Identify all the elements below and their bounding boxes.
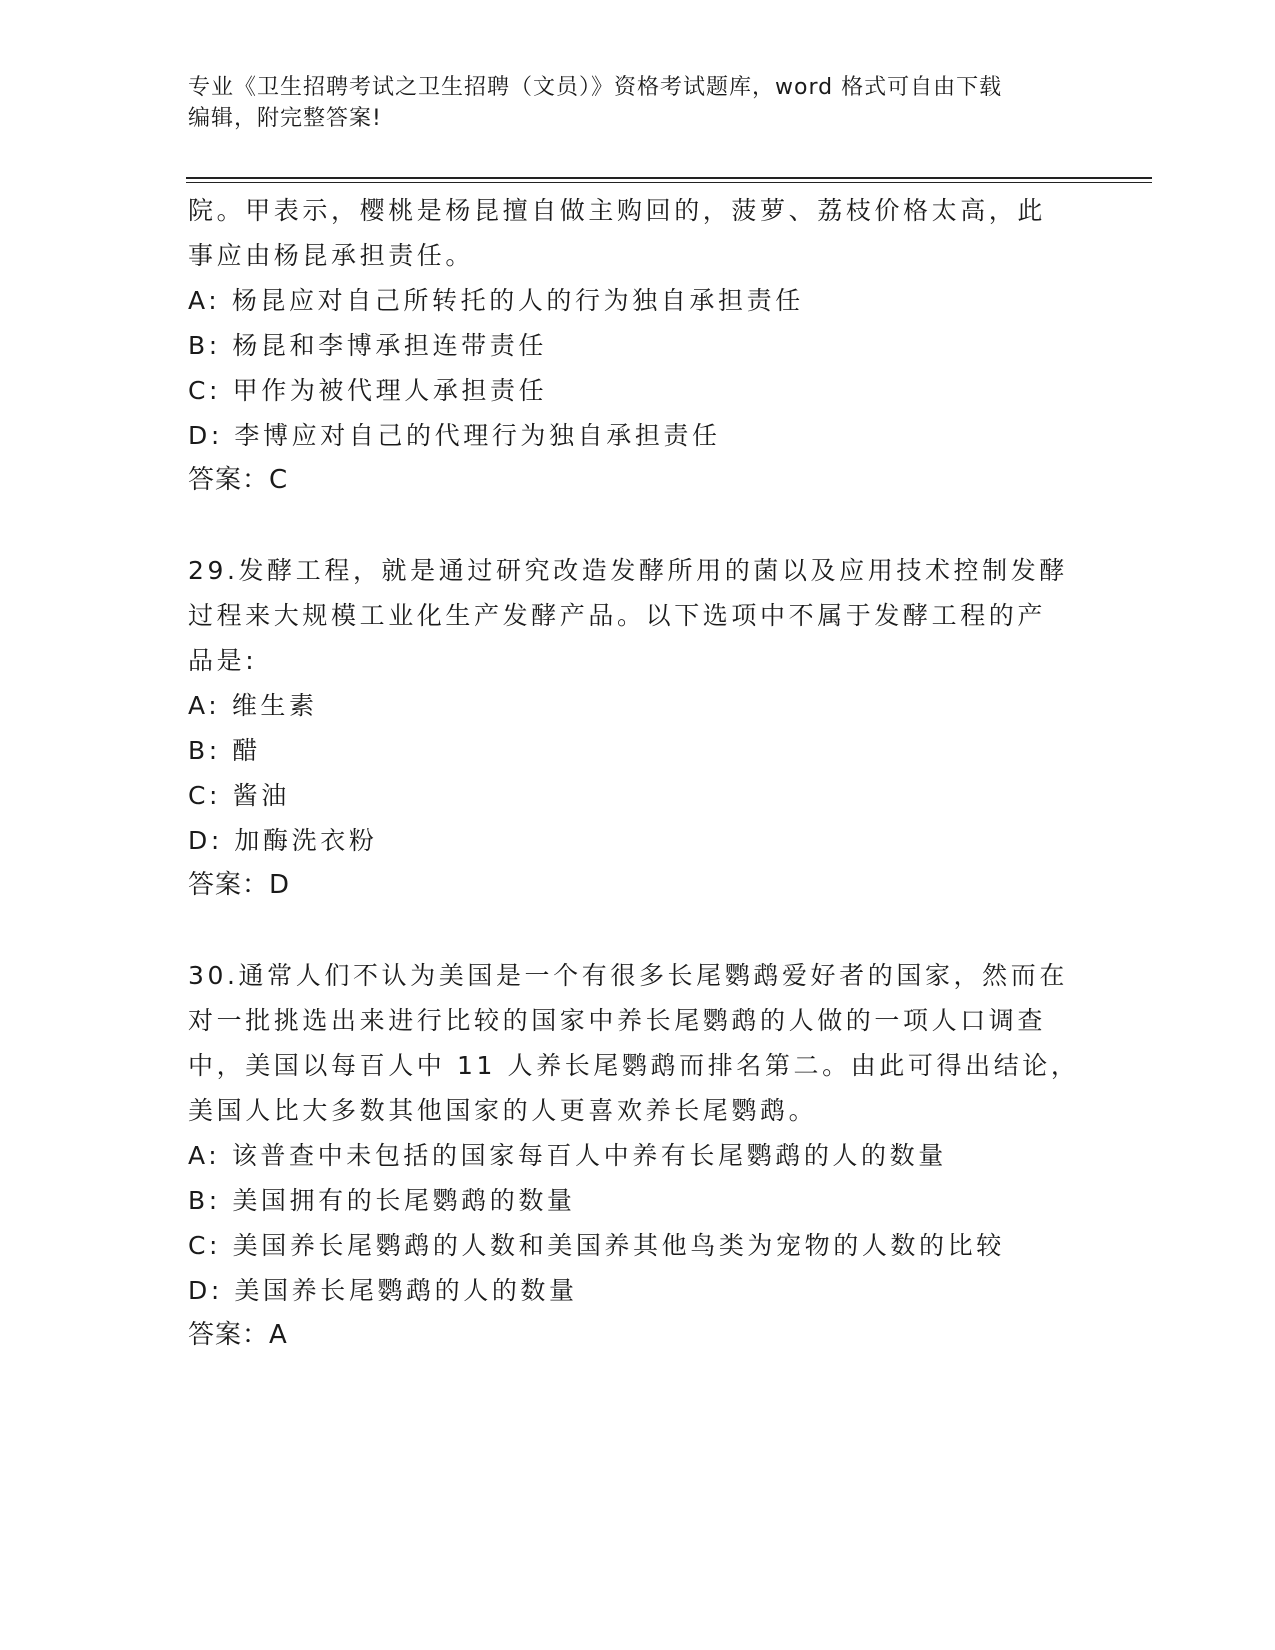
option-c: C: 甲作为被代理人承担责任 (188, 376, 548, 405)
spacer (188, 908, 1088, 953)
header-title-line-1: 专业《卫生招聘考试之卫生招聘（文员）》资格考试题库，word 格式可自由下载 (188, 75, 1003, 100)
question-29 (188, 548, 1088, 908)
option-b: B: 杨昆和李博承担连带责任 (188, 331, 547, 360)
question-stem-line: 院。甲表示，樱桃是杨昆擅自做主购回的，菠萝、荔枝价格太高，此 (188, 196, 1047, 225)
question-stem-line: 30.通常人们不认为美国是一个有很多长尾鹦鹉爱好者的国家，然而在 (188, 961, 1068, 990)
option-d: D: 美国养长尾鹦鹉的人的数量 (188, 1276, 578, 1305)
option-b: B: 醋 (188, 736, 261, 765)
question-stem-line: 美国人比大多数其他国家的人更喜欢养长尾鹦鹉。 (188, 1096, 818, 1125)
option-c: C: 酱油 (188, 781, 290, 810)
option-a: A: 维生素 (188, 691, 318, 720)
question-stem-line: 对一批挑选出来进行比较的国家中养长尾鹦鹉的人做的一项人口调查 (188, 1006, 1047, 1035)
option-c: C: 美国养长尾鹦鹉的人数和美国养其他鸟类为宠物的人数的比较 (188, 1231, 1005, 1260)
header-rule-thin (186, 182, 1152, 183)
question-stem-line: 品是: (188, 646, 258, 675)
answer-label: 答案：C (188, 465, 289, 495)
answer-label: 答案：D (188, 870, 291, 900)
option-b: B: 美国拥有的长尾鹦鹉的数量 (188, 1186, 576, 1215)
answer-label: 答案：A (188, 1320, 288, 1350)
header-title-line-2: 编辑，附完整答案! (188, 106, 382, 131)
option-a: A: 该普查中未包括的国家每百人中养有长尾鹦鹉的人的数量 (188, 1141, 947, 1170)
document-body (188, 188, 1088, 1358)
document-header (188, 72, 1088, 134)
option-d: D: 加酶洗衣粉 (188, 826, 378, 855)
question-stem-line: 事应由杨昆承担责任。 (188, 241, 475, 270)
option-d: D: 李博应对自己的代理行为独自承担责任 (188, 421, 721, 450)
spacer (188, 503, 1088, 548)
question-28 (188, 188, 1088, 503)
question-stem-line: 中，美国以每百人中 11 人养长尾鹦鹉而排名第二。由此可得出结论， (188, 1051, 1080, 1080)
question-stem-line: 过程来大规模工业化生产发酵产品。以下选项中不属于发酵工程的产 (188, 601, 1047, 630)
question-stem-line: 29.发酵工程，就是通过研究改造发酵所用的菌以及应用技术控制发酵 (188, 556, 1068, 585)
option-a: A: 杨昆应对自己所转托的人的行为独自承担责任 (188, 286, 804, 315)
header-rule-thick (186, 177, 1152, 179)
question-30 (188, 953, 1088, 1358)
